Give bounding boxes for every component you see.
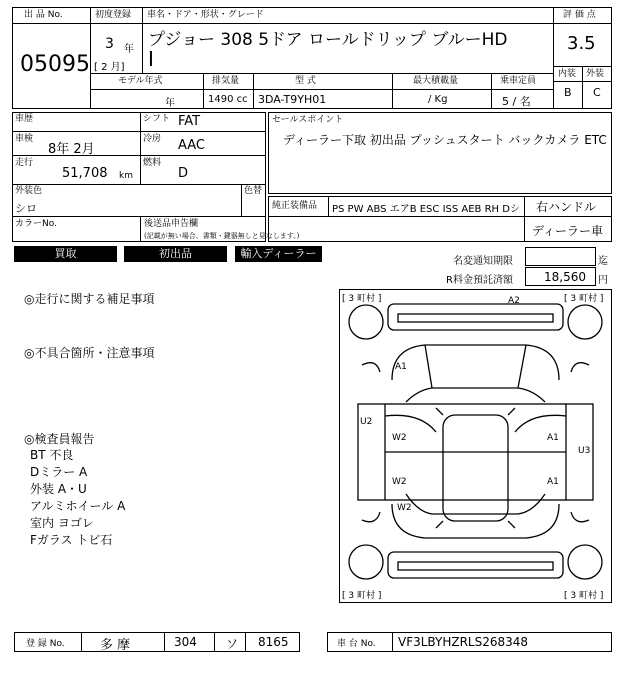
steering-value: 右ハンドル (536, 200, 597, 214)
vin-value: VF3LBYHZRLS268348 (398, 635, 529, 649)
inspection-value: 8年 2月 (48, 142, 95, 157)
model-code-value: 3DA-T9YH01 (258, 93, 327, 106)
supplement-title: ◎走行に関する補足事項 (24, 292, 155, 306)
exterior-color-value: シロ (15, 202, 37, 215)
shift-label: シフト (143, 114, 171, 124)
inspector-line: Fガラス トビ石 (30, 533, 113, 547)
max-load-label: 最大積載量 (413, 76, 459, 86)
tire-tread-label: [ 3 町村 ] (342, 294, 382, 304)
max-load-value: / Kg (428, 94, 448, 105)
exterior-label: 外装 (586, 69, 605, 79)
lot-number: 05095 (20, 52, 90, 77)
displacement-value: 1490 cc (208, 94, 248, 105)
exterior-color-label: 外装色 (15, 186, 43, 196)
registration-label: 登 録 No. (26, 639, 65, 649)
capacity-value: 5 / 名 (502, 95, 531, 108)
damage-left-side: U2 (360, 417, 373, 427)
name-change-label: 名変通知期限 (453, 256, 513, 267)
year-unit: 年 (124, 44, 134, 55)
tire-tread-label: [ 3 町村 ] (564, 591, 604, 601)
registration-area: 多 摩 (100, 638, 131, 653)
displacement-label: 排気量 (212, 76, 240, 86)
inspection-label: 車検 (15, 134, 34, 144)
damage-left-rear-fender: W2 (397, 503, 412, 513)
repaint-label: 色替 (244, 186, 263, 196)
damage-front-bumper: A2 (508, 296, 520, 306)
first-listing-button: 初出品 (124, 246, 227, 262)
ac-value: AAC (178, 138, 205, 153)
tire-tread-label: [ 3 町村 ] (564, 294, 604, 304)
fuel-label: 燃料 (143, 158, 162, 168)
first-registration-year: 3 (105, 36, 114, 52)
lot-number-label: 出 品 No. (24, 10, 63, 20)
inspector-line: アルミホイール A (30, 499, 126, 513)
car-grade: I (148, 47, 154, 71)
first-registration-label: 初度登録 (95, 10, 132, 20)
score-label: 評 価 点 (563, 10, 596, 20)
tire-front-right (568, 305, 602, 339)
model-year-value: 年 (165, 98, 175, 109)
inspector-line: Dミラー A (30, 465, 88, 479)
registration-kana: ソ (226, 637, 239, 651)
purchase-button: 買取 (14, 246, 117, 262)
equipment-label: 純正装備品 (272, 201, 318, 211)
body-front-outline (392, 345, 559, 380)
car-name: プジョー 308 5ドア ロールドリップ ブルーHD (148, 30, 508, 50)
mileage-unit: km (119, 171, 133, 181)
mileage-value: 51,708 (62, 166, 108, 181)
vin-label: 車 台 No. (337, 639, 376, 649)
inspector-title: ◎検査員報告 (24, 432, 95, 446)
inspector-line: BT 不良 (30, 448, 74, 462)
recycle-label: R料金預託済額 (446, 275, 513, 286)
aftermarket-note: (記載が無い場合、書類・鍵器無しと見なします。) (144, 232, 300, 240)
registration-number: 8165 (258, 635, 289, 649)
name-change-box (525, 247, 596, 266)
damage-hood: A1 (395, 362, 407, 372)
dealer-value: ディーラー車 (532, 224, 604, 238)
history-label: 車歴 (15, 114, 34, 124)
ac-label: 冷房 (143, 134, 162, 144)
tire-tread-label: [ 3 町村 ] (342, 591, 382, 601)
inspector-line: 外装 A・U (30, 482, 87, 496)
damage-right-side: U3 (578, 446, 591, 456)
damage-left-rear-door: W2 (392, 477, 407, 487)
shift-value: FAT (178, 114, 201, 129)
tire-front-left (349, 305, 383, 339)
damage-right-rear-door: A1 (547, 477, 559, 487)
sales-point-label: セールスポイント (272, 115, 344, 125)
registration-class: 304 (174, 635, 197, 649)
color-number-label: カラーNo. (15, 219, 57, 229)
first-registration-month: [ 2 月] (94, 62, 125, 73)
defects-title: ◎不具合箇所・注意事項 (24, 346, 155, 360)
model-code-label: 型 式 (295, 76, 316, 86)
recycle-unit: 円 (598, 275, 608, 286)
model-year-label: モデル年式 (118, 76, 163, 86)
score-value: 3.5 (567, 33, 596, 54)
damage-right-front-door: A1 (547, 433, 559, 443)
tire-rear-right (568, 545, 602, 579)
aftermarket-label: 後送品申告欄 (144, 219, 199, 229)
recycle-value: 18,560 (544, 270, 586, 284)
inspector-line: 室内 ヨゴレ (30, 516, 94, 530)
interior-grade: B (564, 86, 572, 99)
sales-point-text: ディーラー下取 初出品 プッシュスタート バックカメラ ETC (283, 133, 607, 147)
exterior-grade: C (593, 86, 601, 99)
fuel-value: D (178, 166, 189, 181)
interior-label: 内装 (558, 69, 577, 79)
front-bumper-shape (388, 304, 563, 330)
tire-rear-left (349, 545, 383, 579)
mileage-label: 走行 (15, 158, 34, 168)
rear-bumper-shape (388, 552, 563, 578)
name-change-unit: 迄 (598, 256, 608, 267)
roof (443, 415, 508, 521)
capacity-label: 乗車定員 (500, 76, 537, 86)
damage-left-front-door: W2 (392, 433, 407, 443)
equipment-text: PS PW ABS エアB ESC ISS AEB RH Dシ (332, 204, 520, 215)
car-name-label: 車名・ドア・形状・グレード (147, 10, 264, 20)
car-diagram (339, 289, 612, 603)
import-dealer-button: 輸入ディーラー (235, 246, 322, 262)
